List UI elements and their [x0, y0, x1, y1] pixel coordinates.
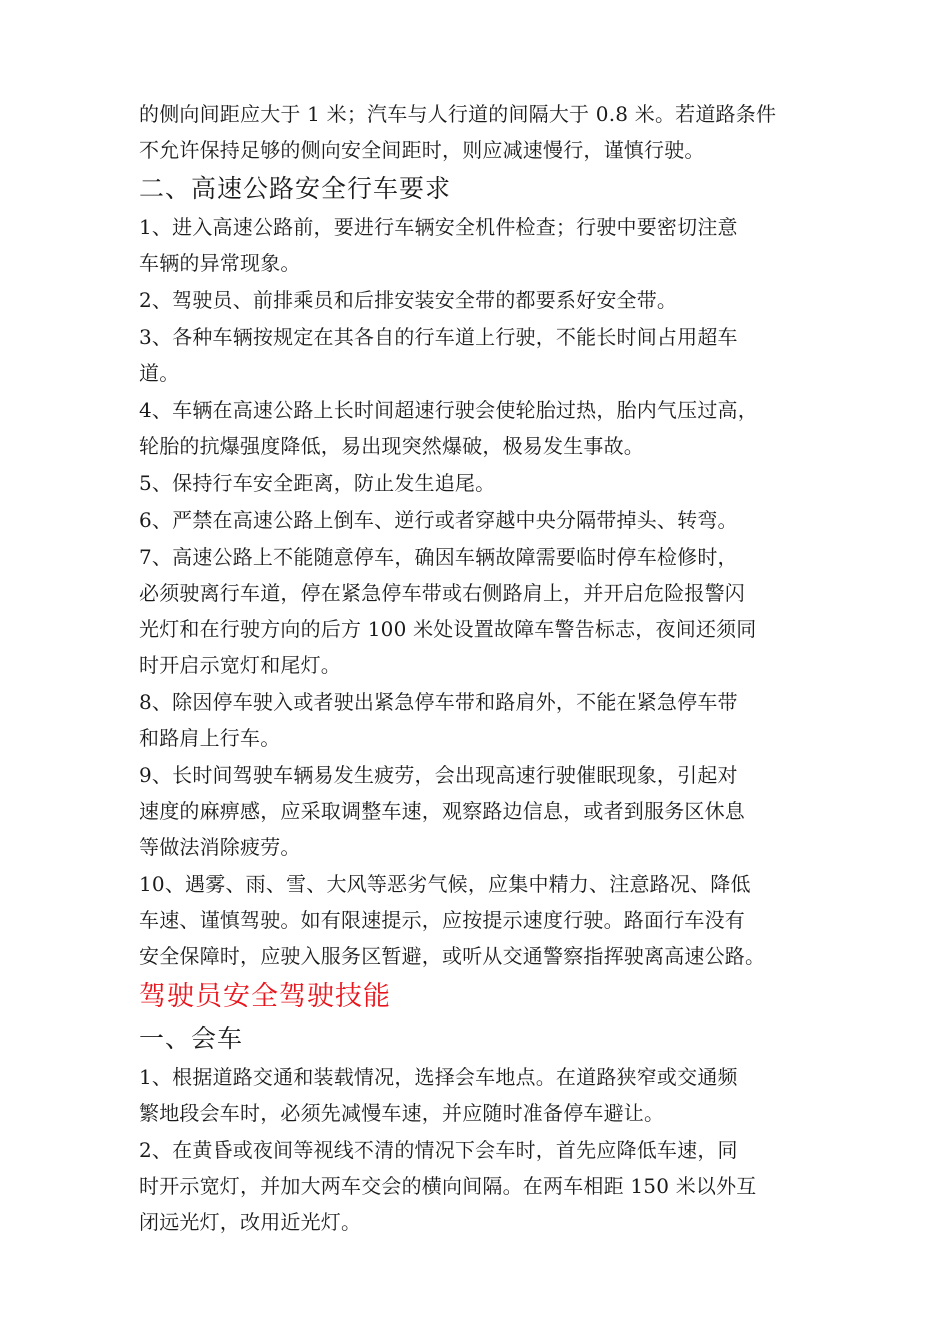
text-line: 光灯和在行驶方向的后方 100 米处设置故障车警告标志，夜间还须同 [139, 617, 757, 641]
list-item [139, 392, 829, 464]
section-heading-meeting: 一、会车 [139, 1024, 244, 1053]
text-line: 繁地段会车时，必须先减慢车速，并应随时准备停车避让。 [139, 1101, 665, 1125]
list-item [139, 757, 829, 865]
text-line: 3、各种车辆按规定在其各自的行车道上行驶，不能长时间占用超车 [139, 325, 738, 349]
list-item [139, 209, 829, 281]
chapter-title: 驾驶员安全驾驶技能 [139, 981, 391, 1012]
text-line: 时开启示宽灯和尾灯。 [139, 653, 341, 677]
document-page [139, 96, 829, 1241]
text-line: 速度的麻痹感，应采取调整车速，观察路边信息，或者到服务区休息 [139, 799, 745, 823]
text-line: 不允许保持足够的侧向安全间距时，则应减速慢行，谨慎行驶。 [139, 138, 705, 162]
text-line: 车速、谨慎驾驶。如有限速提示，应按提示速度行驶。路面行车没有 [139, 908, 745, 932]
list-item [139, 465, 829, 501]
list-item [139, 1059, 829, 1131]
text-line: 2、驾驶员、前排乘员和后排安装安全带的都要系好安全带。 [139, 288, 678, 312]
text-line: 的侧向间距应大于 1 米；汽车与人行道的间隔大于 0.8 米。若道路条件 [139, 102, 777, 126]
text-line: 道。 [139, 361, 180, 385]
text-line: 时开示宽灯，并加大两车交会的横向间隔。在两车相距 150 米以外互 [139, 1174, 757, 1198]
text-line: 7、高速公路上不能随意停车，确因车辆故障需要临时停车检修时， [139, 545, 738, 569]
text-line: 必须驶离行车道，停在紧急停车带或右侧路肩上，并开启危险报警闪 [139, 581, 745, 605]
text-line: 等做法消除疲劳。 [139, 835, 301, 859]
text-line: 2、在黄昏或夜间等视线不清的情况下会车时，首先应降低车速，同 [139, 1138, 738, 1162]
intro-paragraph [139, 96, 829, 168]
list-item [139, 502, 829, 538]
list-item [139, 539, 829, 683]
text-line: 9、长时间驾驶车辆易发生疲劳，会出现高速行驶催眠现象，引起对 [139, 763, 738, 787]
list-item [139, 684, 829, 756]
text-line: 10、遇雾、雨、雪、大风等恶劣气候，应集中精力、注意路况、降低 [139, 872, 751, 896]
list-item [139, 866, 829, 974]
meeting-rules-list [139, 1059, 829, 1240]
text-line: 1、进入高速公路前，要进行车辆安全机件检查；行驶中要密切注意 [139, 215, 738, 239]
list-item [139, 1132, 829, 1240]
text-line: 闭远光灯，改用近光灯。 [139, 1210, 362, 1234]
text-line: 6、严禁在高速公路上倒车、逆行或者穿越中央分隔带掉头、转弯。 [139, 508, 738, 532]
list-item [139, 319, 829, 391]
text-line: 8、除因停车驶入或者驶出紧急停车带和路肩外，不能在紧急停车带 [139, 690, 738, 714]
text-line: 1、根据道路交通和装载情况，选择会车地点。在道路狭窄或交通频 [139, 1065, 738, 1089]
text-line: 4、车辆在高速公路上长时间超速行驶会使轮胎过热，胎内气压过高， [139, 398, 758, 422]
section-heading-expressway: 二、高速公路安全行车要求 [139, 174, 452, 203]
text-line: 车辆的异常现象。 [139, 251, 301, 275]
list-item [139, 282, 829, 318]
text-line: 和路肩上行车。 [139, 726, 281, 750]
text-line: 轮胎的抗爆强度降低，易出现突然爆破，极易发生事故。 [139, 434, 644, 458]
text-line: 安全保障时，应驶入服务区暂避，或听从交通警察指挥驶离高速公路。 [139, 944, 766, 968]
expressway-rules-list [139, 209, 829, 974]
text-line: 5、保持行车安全距离，防止发生追尾。 [139, 471, 496, 495]
